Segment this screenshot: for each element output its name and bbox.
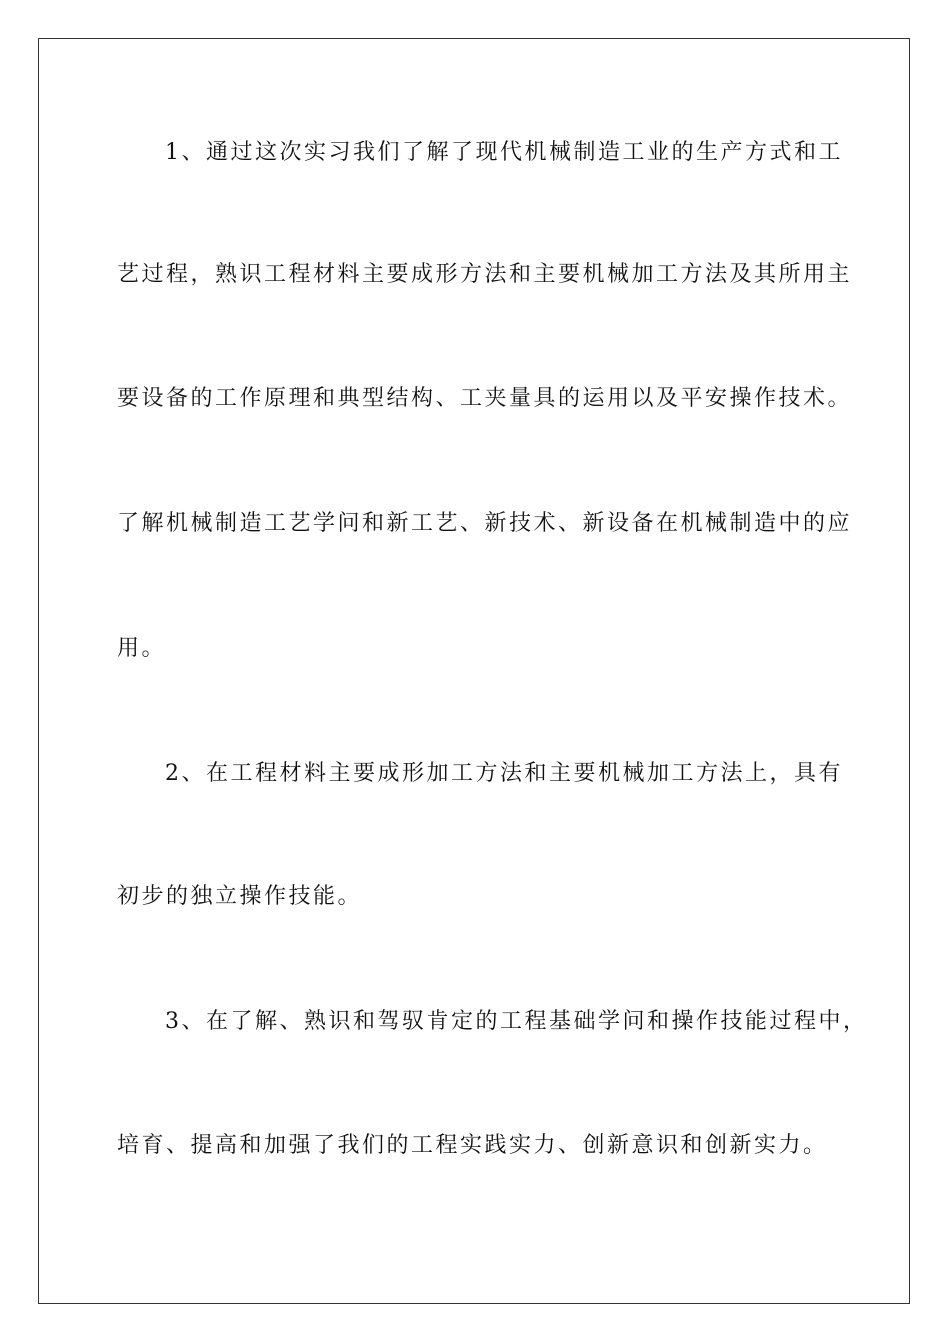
paragraph-3-line-2: 培育、提高和加强了我们的工程实践实力、创新意识和创新实力。 (117, 1133, 828, 1158)
paragraph-1-line-5: 用。 (117, 636, 167, 661)
paragraph-1-line-2: 艺过程，熟识工程材料主要成形方法和主要机械加工方法及其所用主 (117, 262, 853, 287)
paragraph-1-line-4: 了解机械制造工艺学问和新工艺、新技术、新设备在机械制造中的应 (117, 511, 853, 536)
paragraph-3-line-1: 3、在了解、熟识和驾驭肯定的工程基础学问和操作技能过程中， (165, 1009, 868, 1034)
paragraph-2-line-1: 2、在工程材料主要成形加工方法和主要机械加工方法上，具有 (165, 761, 843, 786)
paragraph-1-line-1: 1、通过这次实习我们了解了现代机械制造工业的生产方式和工 (165, 140, 843, 165)
paragraph-1-line-3: 要设备的工作原理和典型结构、工夹量具的运用以及平安操作技术。 (117, 386, 853, 411)
paragraph-2-line-2: 初步的独立操作技能。 (117, 884, 363, 909)
page-frame (38, 38, 910, 1304)
